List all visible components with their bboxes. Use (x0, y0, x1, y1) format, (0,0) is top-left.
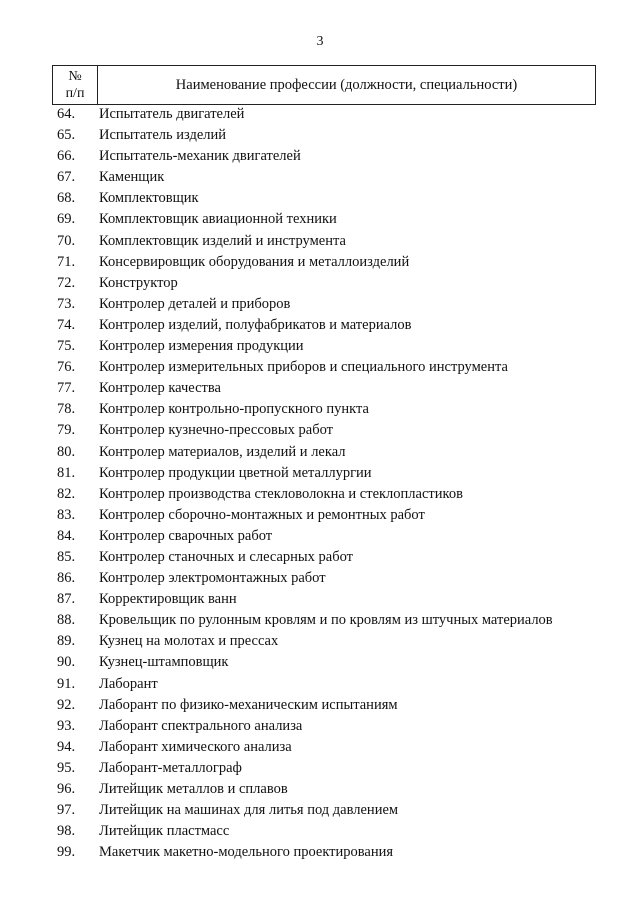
profession-name: Контролер кузнечно-прессовых работ (99, 422, 333, 439)
row-number: 68. (57, 190, 76, 207)
row-number: 85. (57, 548, 76, 565)
table-row (0, 589, 640, 610)
profession-list (0, 104, 640, 863)
table-row (0, 526, 640, 547)
row-number: 74. (57, 316, 76, 333)
profession-name: Кузнец на молотах и прессах (99, 633, 279, 650)
table-row (0, 652, 640, 673)
profession-name: Конструктор (99, 274, 178, 291)
profession-name: Лаборант химического анализа (99, 738, 292, 755)
row-number: 89. (57, 633, 76, 650)
table-row (0, 631, 640, 652)
table-row (0, 273, 640, 294)
table-row (0, 146, 640, 167)
profession-name: Испытатель-механик двигателей (99, 148, 301, 165)
row-number: 99. (57, 844, 76, 861)
row-number: 97. (57, 802, 76, 819)
table-row (0, 167, 640, 188)
table-row (0, 505, 640, 526)
table-row (0, 231, 640, 252)
profession-name: Комплектовщик авиационной техники (99, 211, 337, 228)
table-header (52, 65, 596, 105)
row-number: 78. (57, 401, 76, 418)
profession-name: Лаборант (99, 675, 158, 692)
profession-name: Каменщик (99, 169, 165, 186)
profession-name: Литейщик на машинах для литья под давлением (99, 802, 399, 819)
header-number-abbrev: п/п (65, 86, 85, 101)
table-row (0, 399, 640, 420)
table-row (0, 104, 640, 125)
row-number: 87. (57, 591, 76, 608)
table-row (0, 779, 640, 800)
profession-name: Макетчик макетно-модельного проектирования (99, 844, 394, 861)
row-number: 76. (57, 359, 76, 376)
profession-name: Контролер электромонтажных работ (99, 570, 326, 587)
profession-name: Контролер сварочных работ (99, 527, 273, 544)
page-number: 3 (316, 34, 324, 49)
profession-name: Испытатель изделий (99, 127, 227, 144)
table-row (0, 378, 640, 399)
profession-name: Кровельщик по рулонным кровлям и по кровлям из штучных материалов (99, 612, 553, 629)
profession-name: Контролер деталей и приборов (99, 295, 291, 312)
row-number: 77. (57, 380, 76, 397)
profession-name: Контролер измерения продукции (99, 338, 304, 355)
table-row (0, 188, 640, 209)
row-number: 72. (57, 274, 76, 291)
profession-name: Комплектовщик (99, 190, 199, 207)
row-number: 88. (57, 612, 76, 629)
row-number: 75. (57, 338, 76, 355)
row-number: 86. (57, 570, 76, 587)
table-row (0, 758, 640, 779)
row-number: 90. (57, 654, 76, 671)
table-row (0, 463, 640, 484)
profession-name: Контролер станочных и слесарных работ (99, 548, 354, 565)
table-row (0, 484, 640, 505)
table-row (0, 336, 640, 357)
profession-name: Контролер сборочно-монтажных и ремонтных работ (99, 506, 425, 523)
table-row (0, 800, 640, 821)
row-number: 66. (57, 148, 76, 165)
profession-name: Кузнец-штамповщик (99, 654, 229, 671)
profession-name: Лаборант по физико-механическим испытаниям (99, 696, 398, 713)
table-row (0, 357, 640, 378)
profession-name: Литейщик пластмасс (99, 823, 230, 840)
profession-name: Контролер производства стекловолокна и стеклопластиков (99, 485, 463, 502)
row-number: 69. (57, 211, 76, 228)
row-number: 64. (57, 106, 76, 122)
profession-name: Испытатель двигателей (99, 106, 245, 122)
table-row (0, 294, 640, 315)
row-number: 96. (57, 781, 76, 797)
row-number: 71. (57, 253, 76, 270)
profession-name: Комплектовщик изделий и инструмента (99, 232, 346, 249)
row-number: 98. (57, 823, 76, 840)
table-row (0, 842, 640, 863)
header-name-column: Наименование профессии (должности, специальности) (175, 77, 518, 93)
profession-name: Контролер продукции цветной металлургии (99, 464, 372, 481)
profession-name: Контролер качества (99, 380, 221, 397)
profession-name: Корректировщик ванн (99, 591, 237, 608)
row-number: 91. (57, 675, 76, 692)
table-row (0, 610, 640, 631)
row-number: 65. (57, 127, 76, 144)
row-number: 70. (57, 232, 76, 249)
table-row (0, 125, 640, 146)
table-row (0, 315, 640, 336)
table-row (0, 547, 640, 568)
header-number-symbol: № (68, 69, 82, 84)
row-number: 94. (57, 738, 76, 755)
row-number: 82. (57, 485, 76, 502)
table-row (0, 568, 640, 589)
row-number: 83. (57, 506, 76, 523)
table-row (0, 821, 640, 842)
row-number: 79. (57, 422, 76, 439)
header-number-column (53, 68, 97, 102)
row-number: 80. (57, 443, 76, 460)
profession-name: Лаборант-металлограф (99, 759, 242, 776)
row-number: 92. (57, 696, 76, 713)
profession-name: Контролер изделий, полуфабрикатов и материалов (99, 316, 412, 333)
row-number: 67. (57, 169, 76, 186)
profession-name: Литейщик металлов и сплавов (99, 781, 288, 797)
profession-name: Консервировщик оборудования и металлоизделий (99, 253, 410, 270)
row-number: 81. (57, 464, 76, 481)
row-number: 73. (57, 295, 76, 312)
profession-name: Лаборант спектрального анализа (99, 717, 303, 734)
table-row (0, 716, 640, 737)
table-row (0, 737, 640, 758)
row-number: 93. (57, 717, 76, 734)
row-number: 84. (57, 527, 76, 544)
table-row (0, 252, 640, 273)
table-row (0, 695, 640, 716)
table-row (0, 674, 640, 695)
table-row (0, 420, 640, 441)
row-number: 95. (57, 759, 76, 776)
table-row (0, 442, 640, 463)
profession-name: Контролер контрольно-пропускного пункта (99, 401, 369, 418)
profession-name: Контролер материалов, изделий и лекал (99, 443, 346, 460)
profession-name: Контролер измерительных приборов и специального инструмента (99, 359, 508, 376)
table-row (0, 209, 640, 230)
